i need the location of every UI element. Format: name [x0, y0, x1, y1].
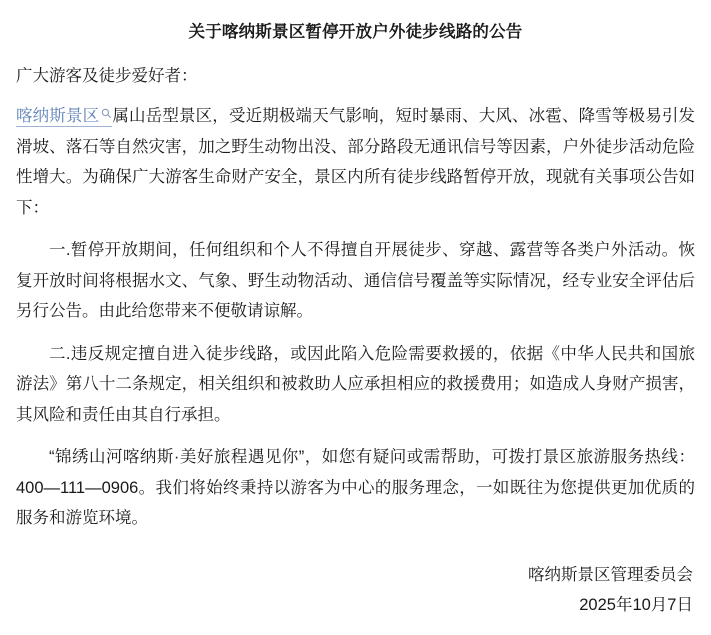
signature-organization: 喀纳斯景区管理委员会: [528, 565, 693, 584]
paragraph-item-2-part-b: 第八十二条规定，相关组织和被救助人应承担相应的救援费用；如造成人身财产损害，其风险和责任由其自行承担。: [16, 375, 695, 424]
salutation: 广大游客及徒步爱好者：: [16, 66, 198, 85]
law-title: 《中华人民共和国旅游法》: [16, 344, 696, 394]
entity-link-scenic-area[interactable]: [16, 107, 112, 127]
paragraph-item-2-part-a: 二.违反规定擅自进入徒步线路，或因此陷入危险需要救援的，依据: [49, 344, 544, 363]
paragraph-item-1: 一.暂停开放期间，任何组织和个人不得擅自开展徒步、穿越、露营等各类户外活动。恢复开放时间将根据水文、气象、野生动物活动、通信信号覆盖等实际情况，经专业安全评估后另行公告。由此给您带来不便敬请谅解。: [16, 241, 695, 321]
paragraph-intro: [16, 101, 695, 223]
paragraph-contact: “锦绣山河喀纳斯·美好旅程遇见你”，如您有疑问或需帮助，可拨打景区旅游服务热线：400—111—0906。我们将始终秉持以游客为中心的服务理念，一如既往为您提供更加优质的服务和游览环境。: [16, 448, 695, 528]
paragraph-item-2: [16, 339, 695, 431]
search-icon: [101, 108, 112, 119]
entity-link-label: 喀纳斯景区: [16, 107, 100, 126]
signature-date: 2025年10月7日: [579, 596, 693, 615]
paragraph-intro-text: 属山岳型景区，受近期极端天气影响，短时暴雨、大风、冰雹、降雪等极易引发滑坡、落石等自然灾害，加之野生动物出没、部分路段无通讯信号等因素，户外徒步活动危险性增大。为确保广大游客生命财产安全，景区内所有徒步线路暂停开放，现就有关事项公告如下：: [16, 107, 695, 217]
page-title: 关于喀纳斯景区暂停开放户外徒步线路的公告: [188, 23, 523, 41]
signature-block: [528, 560, 693, 621]
